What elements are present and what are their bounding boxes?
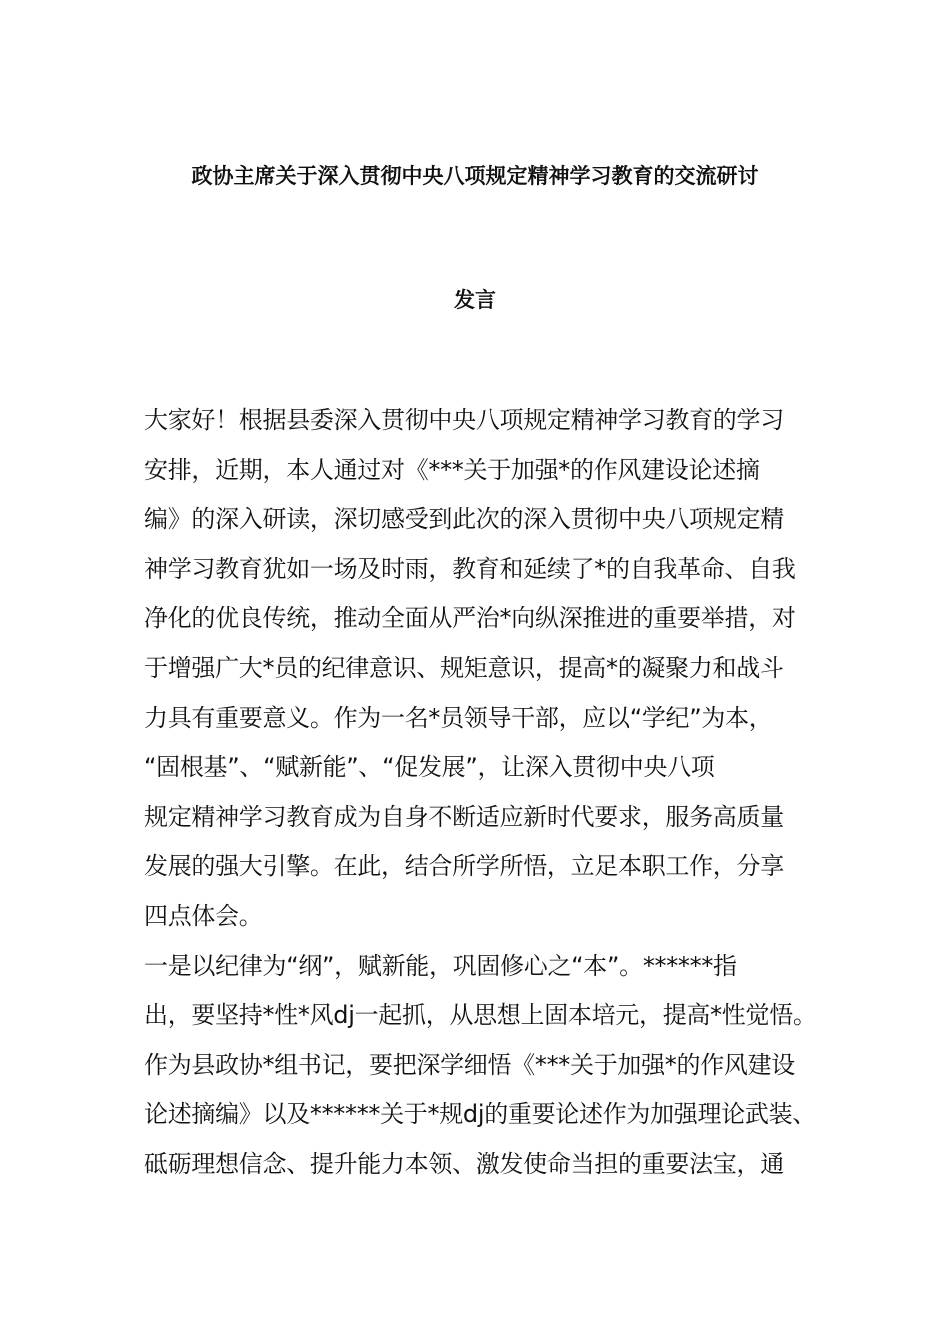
body-line: 砥砺理想信念、提升能力本领、激发使命当担的重要法宝，通 <box>144 1149 784 1178</box>
body-line: 力具有重要意义。作为一名*员领导干部，应以“学纪”为本， <box>144 703 773 732</box>
document-title: 政协主席关于深入贯彻中央八项规定精神学习教育的交流研讨 <box>191 164 759 188</box>
body-line: 四点体会。 <box>144 901 263 930</box>
body-line: 发展的强大引擎。在此，结合所学所悟，立足本职工作，分享 <box>144 852 784 881</box>
body-line: 出，要坚持*性*风dj一起抓，从思想上固本培元，提高*性觉悟。 <box>144 1001 817 1030</box>
body-line: “固根基”、“赋新能”、“促发展”，让深入贯彻中央八项 <box>144 753 715 782</box>
body-line: 神学习教育犹如一场及时雨，教育和延续了*的自我革命、自我 <box>144 554 796 583</box>
document-body <box>144 396 824 1190</box>
document-title-continued: 发言 <box>454 288 496 312</box>
body-line: 净化的优良传统，推动全面从严治*向纵深推进的重要举措，对 <box>144 604 796 633</box>
body-line: 作为县政协*组书记，要把深学细悟《***关于加强*的作风建设 <box>144 1050 795 1079</box>
body-line: 安排，近期，本人通过对《***关于加强*的作风建设论述摘 <box>144 455 760 484</box>
body-line: 大家好！根据县委深入贯彻中央八项规定精神学习教育的学习 <box>144 406 784 434</box>
body-line: 一是以纪律为“纲”，赋新能，巩固修心之“本”。******指 <box>144 951 737 980</box>
body-line: 编》的深入研读，深切感受到此次的深入贯彻中央八项规定精 <box>144 505 784 534</box>
body-line: 于增强广大*员的纪律意识、规矩意识，提高*的凝聚力和战斗 <box>144 653 784 682</box>
body-line: 论述摘编》以及******关于*规dj的重要论述作为加强理论武装、 <box>144 1100 817 1129</box>
body-line: 规定精神学习教育成为自身不断适应新时代要求，服务高质量 <box>144 802 784 831</box>
